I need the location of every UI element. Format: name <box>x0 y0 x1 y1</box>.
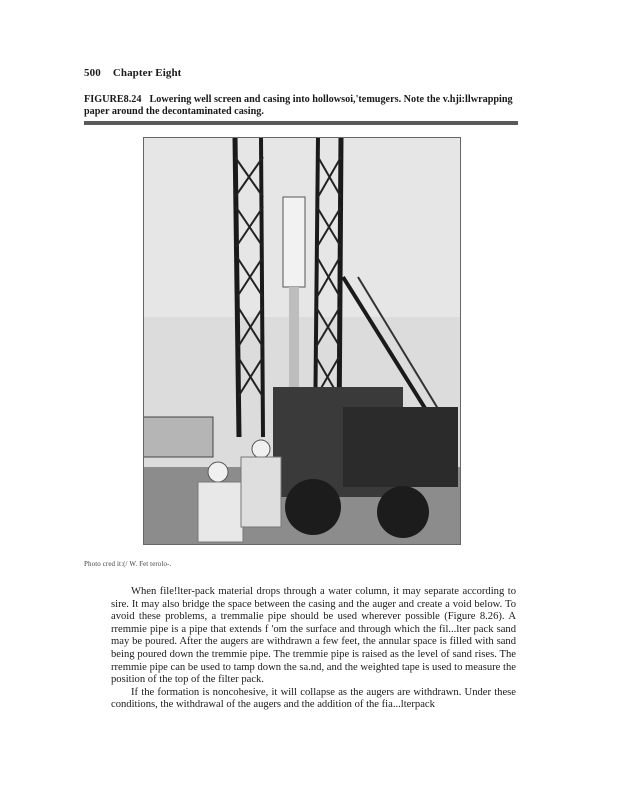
paragraph-2: If the formation is noncohesive, it will collapse as the augers are withdrawn. Under these conditions, the withdrawal of the augers and the addition of the fia...lterpack <box>111 686 516 711</box>
paragraph-1: When file!lter-pack material drops through a water column, it may separate according to sire. It may also bridge the space between the casing and the auger and create a void below. To avoid these problems, a tremmalie pipe should be used wherever possible (Figure 8.26). A rremmie pipe is a pipe that extends f 'om the surface and through which the fil...lter pack sand may be poured. After the augers are withdrawn a few feet, the annular space is filled with sand being poured down the tremmie pipe. The tremmie pipe is raised as the level of sand rises. The rremmie pipe can be used to tamp down the sa.nd, and the weighted tape is used to measure the position of the top of the filter pack. <box>111 586 516 686</box>
chapter-title: Chapter Eight <box>112 67 182 79</box>
figure-photo <box>143 137 461 545</box>
body-text <box>111 586 516 712</box>
figure-label: FIGURE8.24 <box>84 94 142 105</box>
drill-rig-photo <box>143 137 461 545</box>
photo-credit: Photo cred it:(/ W. Fet terolo-. <box>84 560 172 568</box>
page-number: 500 <box>84 67 101 79</box>
caption-rule <box>84 121 518 125</box>
running-header <box>84 67 181 79</box>
figure-caption <box>84 94 514 117</box>
figure-caption-text: Lowering well screen and casing into hollowsoi,'temugers. Note the v.hji:llwrapping paper around the decontaminated casing. <box>84 94 513 117</box>
